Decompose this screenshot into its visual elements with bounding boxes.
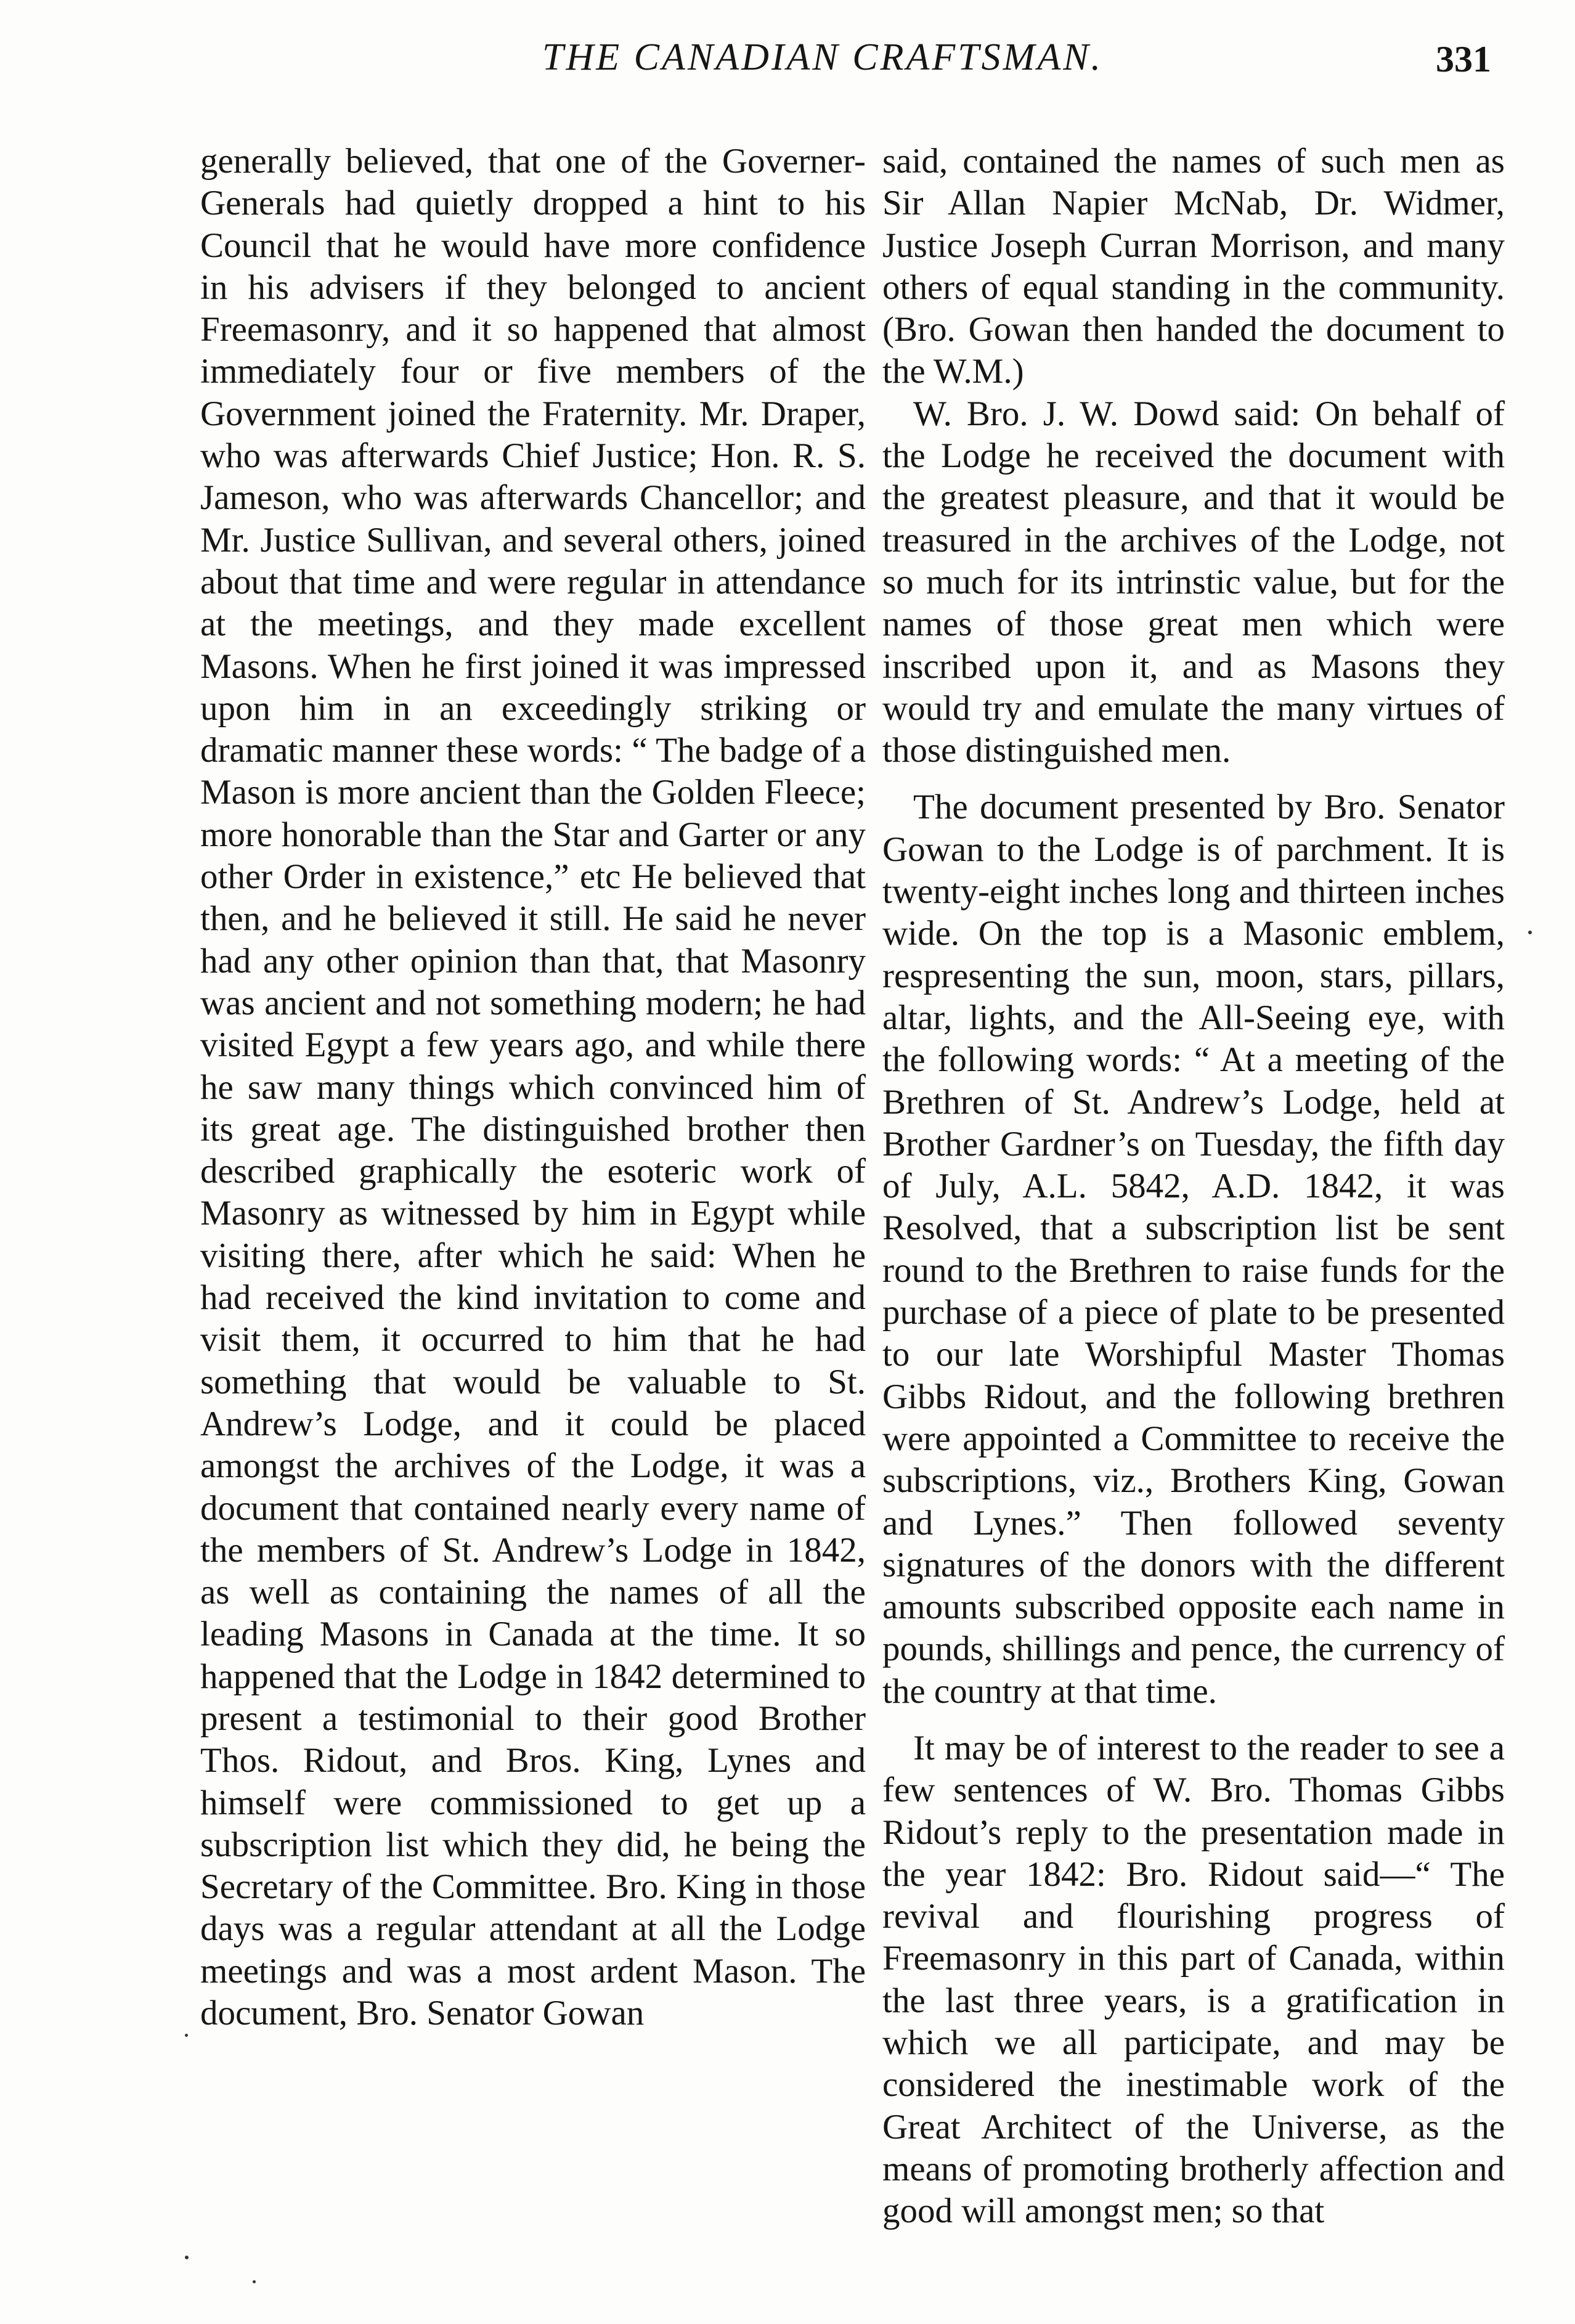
scan-speck [1528, 931, 1532, 934]
page-number: 331 [1436, 39, 1491, 80]
running-title: THE CANADIAN CRAFTSMAN. [542, 36, 1104, 78]
scan-speck [253, 2280, 256, 2283]
right-column [882, 141, 1505, 2233]
right-paragraph-2: W. Bro. J. W. Dowd said: On behalf of the Lodge he received the document with the greatest pleasure, and that it would be treasured in the archives of the Lodge, not so much for its intrinstic value, but for the names of those great men which were inscribed upon it, and as Masons they would try and emulate the many virtues of those distinguished men. [882, 394, 1505, 770]
right-paragraph-3: The document presented by Bro. Senator Gowan to the Lodge is of parchment. It is twenty-eight inches long and thirteen inches wide. On the top is a Masonic emblem, respresenting the sun, moon, stars, pillars, altar, lights, and the All-Seeing eye, with the following words: “ At a meeting of the Brethren of St. Andrew’s Lodge, held at Brother Gardner’s on Tuesday, the fifth day of July, A.L. 5842, A.D. 1842, it was Resolved, that a subscription list be sent round to the Brethren to raise funds for the purchase of a piece of plate to be presented to our late Worshipful Master Thomas Gibbs Ridout, and the following brethren were appointed a Committee to receive the subscriptions, viz., Brothers King, Gowan and Lynes.” Then followed seventy signatures of the donors with the different amounts subscribed opposite each name in pounds, shillings and pence, the currency of the country at that time. [882, 788, 1505, 1711]
scan-speck [185, 2256, 189, 2259]
right-paragraph-4: It may be of interest to the reader to see a few sentences of W. Bro. Thomas Gibbs Ridout’s reply to the presentation made in the year 1842: Bro. Ridout said—“ The revival and flourishing progress of Freemasonry in this part of Canada, within the last three years, is a gratification in which we all participate, and may be considered the inestimable work of the Great Architect of the Universe, as the means of promoting brotherly affection and good will amongst men; so that [882, 1728, 1505, 2231]
left-paragraph-1: generally believed, that one of the Governer-Generals had quietly dropped a hint to his Council that he would have more confidence in his advisers if they belonged to ancient Freemasonry, and it so happened that almost immediately four or five members of the Government joined the Fraternity. Mr. Draper, who was afterwards Chief Justice; Hon. R. S. Jameson, who was afterwards Chancellor; and Mr. Justice Sullivan, and several others, joined about that time and were regular in attendance at the meetings, and they made excellent Masons. When he first joined it was impressed upon him in an exceedingly striking or dramatic manner these words: “ The badge of a Mason is more ancient than the Golden Fleece; more honorable than the Star and Garter or any other Order in existence,” etc He believed that then, and he believed it still. He said he never had any other opinion than that, that Masonry was ancient and not something modern; he had visited Egypt a few years ago, and while there he saw many things which convinced him of its great age. The distinguished brother then described graphically the esoteric work of Masonry as witnessed by him in Egypt while visiting there, after which he said: When he had received the kind invitation to come and visit them, it occurred to him that he had something that would be valuable to St. Andrew’s Lodge, and it could be placed amongst the archives of the Lodge, it was a document that contained nearly every name of the members of St. Andrew’s Lodge in 1842, as well as containing the names of all the leading Masons in Canada at the time. It so happened that the Lodge in 1842 determined to present a testimonial to their good Brother Thos. Ridout, and Bros. King, Lynes and himself were commissioned to get up a subscription list which they did, he being the Secretary of the Committee. Bro. King in those days was a regular attendant at all the Lodge meetings and was a most ardent Mason. The document, Bro. Senator Gowan [200, 142, 866, 2033]
left-column [200, 141, 866, 2034]
right-paragraph-1: said, contained the names of such men as Sir Allan Napier McNab, Dr. Widmer, Justice Joseph Curran Morrison, and many others of equal standing in the community. (Bro. Gowan then handed the document to the W.M.) [882, 142, 1505, 391]
scan-speck [185, 2034, 188, 2037]
